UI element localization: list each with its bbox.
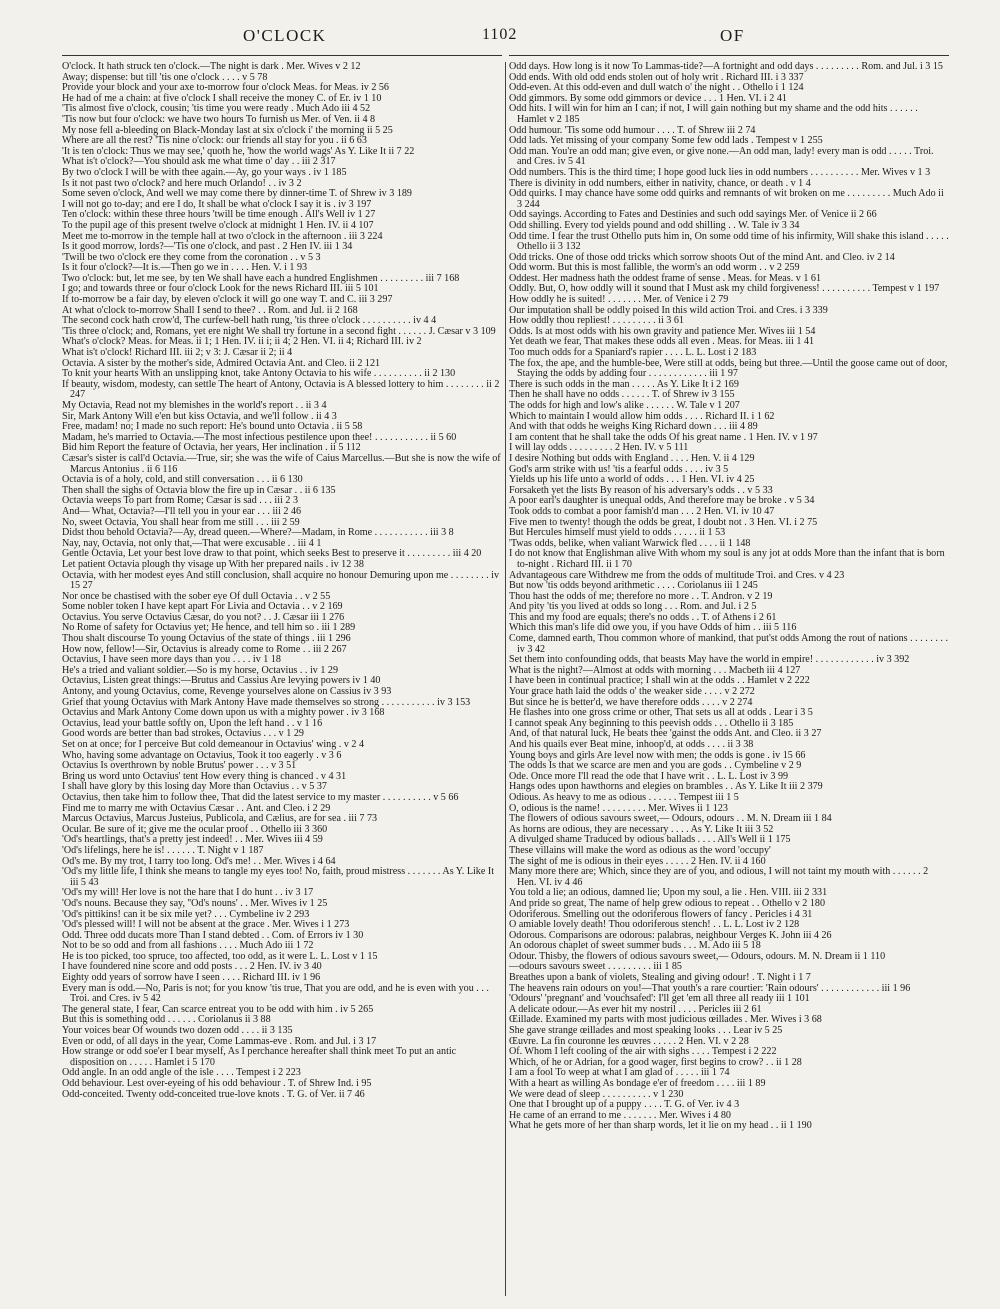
concordance-entry: Many more there are; Which, since they are of you, and odious, I will not taint my mouth with . . . . . . 2 Hen. VI. iv 4 46 — [509, 866, 929, 888]
concordance-entry: Octavius Is overthrown by noble Brutus' power . . . v 3 51 — [62, 760, 297, 772]
concordance-entry: Oddest. Her madness hath the oddest frame of sense . Meas. for Meas. v 1 61 — [509, 272, 821, 284]
concordance-entry: Too much odds for a Spaniard's rapier . . . . L. L. Lost i 2 183 — [509, 347, 757, 359]
concordance-entry: Sir, Mark Antony Will e'en but kiss Octavia, and we'll follow . ii 4 3 — [62, 410, 337, 422]
concordance-entry: Odd time. I fear the trust Othello puts him in, On some odd time of his infirmity, Will shake this island . . . . . Othello ii 3 132 — [509, 230, 949, 253]
concordance-entry: If beauty, wisdom, modesty, can settle The heart of Antony, Octavia is A blessed lottery to him . . . . . . . . ii 2 247 — [62, 378, 500, 401]
concordance-entry: I am content that he shall take the odds Of his great name . 1 Hen. IV. v 1 97 — [509, 431, 818, 443]
concordance-entry: Œillade. Examined my parts with most judicious œillades . Mer. Wives i 3 68 — [509, 1014, 822, 1026]
concordance-entry: I have foundered nine score and odd posts . . . 2 Hen. IV. iv 3 40 — [62, 961, 322, 973]
concordance-entry: She gave strange œillades and most speaking looks . . . Lear iv 5 25 — [509, 1025, 783, 1037]
concordance-entry: Odd days. How long is it now To Lammas-tide?—A fortnight and odd days . . . . . . . . . Rom. and Jul. i 3 15 — [509, 62, 943, 72]
concordance-entry: Young boys and girls Are level now with men; the odds is gone . iv 15 66 — [509, 749, 806, 761]
concordance-entry: Which to maintain I would allow him odds . . . . Richard II. i 1 62 — [509, 410, 775, 422]
concordance-entry: But now 'tis odds beyond arithmetic . . . . Coriolanus iii 1 245 — [509, 580, 758, 592]
header-rule-right — [509, 55, 949, 56]
concordance-entry: Provide your block and your axe to-morrow four o'clock Meas. for Meas. iv 2 56 — [62, 82, 389, 94]
concordance-entry: If to-morrow be a fair day, by eleven o'clock it will go one way T. and C. iii 3 297 — [62, 294, 393, 306]
concordance-entry: And his quails ever Beat mine, inhoop'd, at odds . . . . ii 3 38 — [509, 739, 754, 750]
concordance-entry: O'clock. It hath struck ten o'clock.—The night is dark . Mer. Wives v 2 12 — [62, 62, 361, 72]
concordance-entry: The heavens rain odours on you!—That youth's a rare courtier: 'Rain odours' . . . . . . . . . . . . iii 1 96 — [509, 982, 911, 994]
concordance-entry: At what o'clock to-morrow Shall I send to thee? . . Rom. and Jul. ii 2 168 — [62, 304, 358, 316]
concordance-entry: Let patient Octavia plough thy visage up With her prepared nails . iv 12 38 — [62, 558, 364, 570]
concordance-entry: Odour. Thisby, the flowers of odious savours sweet,— Odours, odours. M. N. Dream ii 1 110 — [509, 950, 886, 962]
concordance-entry: Find me to marry me with Octavius Cæsar . . Ant. and Cleo. i 2 29 — [62, 802, 331, 814]
concordance-entry: And, of that natural luck, He beats thee 'gainst the odds Ant. and Cleo. ii 3 27 — [509, 728, 822, 740]
concordance-entry: Madam, he's married to Octavia.—The most infectious pestilence upon thee! . . . . . . . . . . . ii 5 60 — [62, 431, 457, 443]
concordance-entry: The odds for high and low's alike . . . . . . W. Tale v 1 207 — [509, 400, 740, 411]
concordance-entry: Octavius, I have seen more days than you . . . . iv 1 18 — [62, 654, 281, 666]
concordance-entry: Odd shilling. Every tod yields pound and odd shilling . . W. Tale iv 3 34 — [509, 219, 800, 231]
concordance-entry: I will lay odds . . . . . . . . . 2 Hen. IV. v 5 111 — [509, 442, 689, 454]
concordance-entry: What is't o'clock! Richard III. iii 2; v 3: J. Cæsar ii 2; ii 4 — [62, 347, 293, 359]
concordance-entry: Odd behaviour. Lest over-eyeing of his odd behaviour . T. of Shrew Ind. i 95 — [62, 1078, 372, 1089]
concordance-entry: Away; dispense: but till 'tis one o'clock . . . . v 5 78 — [62, 71, 268, 83]
concordance-entry: The general state, I fear, Can scarce entreat you to be odd with him . iv 5 265 — [62, 1003, 374, 1015]
concordance-entry: Odd hits. I will win for him an I can; if not, I will gain nothing but my shame and the odd hits . . . . . . Hamlet v 2 185 — [509, 103, 918, 125]
concordance-entry: Octavius, Listen great things:—Brutus and Cassius Are levying powers iv 1 40 — [62, 675, 381, 687]
concordance-entry: 'Od's my little life, I think she means to tangle my eyes too! No, faith, proud mistress . . . . . . . As Y. Like It iii 5 43 — [62, 866, 495, 888]
concordance-entry: Some nobler token I have kept apart For Livia and Octavia . . v 2 169 — [62, 601, 343, 613]
header-left-catchword: O'CLOCK — [243, 26, 327, 45]
concordance-entry: To knit your hearts With an unslipping knot, take Antony Octavia to his wife . . . . . . . . . . ii 2 130 — [62, 368, 456, 380]
concordance-entry: How oddly thou repliest! . . . . . . . . . ii 3 61 — [509, 315, 684, 327]
concordance-entry: Every man is odd.—No, Paris is not; for you know 'tis true, That you are odd, and he is even with you . . . Troi. and Cres. iv 5 42 — [62, 982, 489, 1005]
concordance-entry: Odd ends. With old odd ends stolen out of holy writ . Richard III. i 3 337 — [509, 71, 804, 83]
concordance-entry: Forsaketh yet the lists By reason of his adversary's odds . . v 5 33 — [509, 484, 773, 496]
concordance-entry: He's a tried and valiant soldier.—So is my horse, Octavius . . iv 1 29 — [62, 664, 338, 676]
concordance-entry: Didst thou behold Octavia?—Ay, dread queen.—Where?—Madam, in Rome . . . . . . . . . . . iii 3 8 — [62, 527, 454, 539]
page-header — [0, 22, 1000, 52]
concordance-entry: O, odious is the name! . . . . . . . . . Mer. Wives ii 1 123 — [509, 802, 728, 814]
concordance-entry: Marcus Octavius, Marcus Justeius, Publicola, and Cælius, are for sea . iii 7 73 — [62, 813, 378, 825]
concordance-entry: A poor earl's daughter is unequal odds, And therefore may be broke . v 5 34 — [509, 495, 815, 507]
concordance-entry: Good words are better than bad strokes, Octavius . . . v 1 29 — [62, 728, 304, 740]
concordance-entry: No Rome of safety for Octavius yet; He hence, and tell him so . iii 1 289 — [62, 622, 356, 634]
concordance-entry: I will not go to-day; and ere I do, It shall be what o'clock I say it is . iv 3 197 — [62, 198, 372, 210]
concordance-entry: He came of an errand to me . . . . . . . Mer. Wives i 4 80 — [509, 1109, 731, 1121]
concordance-entry: Is it four o'clock?—It is.—Then go we in . . . . Hen. V. i 1 93 — [62, 262, 308, 274]
concordance-entry: The flowers of odious savours sweet,— Odours, odours . . M. N. Dream iii 1 84 — [509, 813, 832, 825]
concordance-entry: Free, madam! no; I made no such report: He's bound unto Octavia . ii 5 58 — [62, 421, 363, 433]
concordance-entry: And with that odds he weighs King Richard down . . . iii 4 89 — [509, 421, 758, 433]
concordance-entry: Œuvre. La fin couronne les œuvres . . . . . 2 Hen. VI. v 2 28 — [509, 1035, 749, 1047]
concordance-entry: You told a lie; an odious, damned lie; Upon my soul, a lie . Hen. VIII. iii 2 331 — [509, 887, 828, 899]
concordance-entry: Odd man. You're an odd man; give even, or give none.—An odd man, lady! every man is odd . . . . . Troi. and Cres. iv 5 41 — [509, 145, 934, 168]
concordance-entry: Odd angle. In an odd angle of the isle . . . . Tempest i 2 223 — [62, 1067, 301, 1079]
concordance-entry: Eighty odd years of sorrow have I seen . . . . Richard III. iv 1 96 — [62, 972, 321, 984]
concordance-entry: Octavia weeps To part from Rome; Cæsar is sad . . . iii 2 3 — [62, 495, 298, 507]
concordance-entry: 'Od's nouns. Because they say, ''Od's nouns' . . Mer. Wives iv 1 25 — [62, 897, 328, 909]
concordance-entry: Bring us word unto Octavius' tent How every thing is chanced . v 4 31 — [62, 770, 347, 782]
concordance-entry: Odd numbers. This is the third time; I hope good luck lies in odd numbers . . . . . . . . . . Mer. Wives v 1 3 — [509, 166, 931, 178]
concordance-entry: 'Od's heartlings, that's a pretty jest indeed! . . Mer. Wives iii 4 59 — [62, 834, 323, 846]
concordance-entry: Oddly. But, O, how oddly will it sound that I Must ask my child forgiveness! . . . . . . . . . . Tempest v 1 197 — [509, 283, 940, 295]
concordance-entry: Our imputation shall be oddly poised In this wild action Troi. and Cres. i 3 339 — [509, 304, 828, 316]
concordance-entry: A divulged shame Traduced by odious ballads . . . . All's Well ii 1 175 — [509, 834, 791, 846]
concordance-entry: My Octavia, Read not my blemishes in the world's report . . ii 3 4 — [62, 400, 327, 411]
concordance-entry: Odd-conceited. Twenty odd-conceited true-love knots . T. G. of Ver. ii 7 46 — [62, 1088, 365, 1100]
header-right-catchword: OF — [720, 26, 745, 45]
concordance-entry: Yet death we fear, That makes these odds all even . Meas. for Meas. iii 1 41 — [509, 336, 815, 348]
concordance-entry: 'Od's my will! Her love is not the hare that I do hunt . . iv 3 17 — [62, 887, 314, 899]
concordance-entry: Ten o'clock: within these three hours 'twill be time enough . All's Well iv 1 27 — [62, 209, 376, 221]
concordance-entry: With a heart as willing As bondage e'er of freedom . . . . iii 1 89 — [509, 1078, 766, 1089]
concordance-entry: 'Od's pittikins! can it be six mile yet? . . . Cymbeline iv 2 293 — [62, 908, 310, 920]
concordance-entry: He had of me a chain: at five o'clock I shall receive the money C. of Er. iv 1 10 — [62, 92, 382, 104]
concordance-entry: Meet me to-morrow in the temple hall at two o'clock in the afternoon . iii 3 224 — [62, 230, 383, 242]
concordance-entry: Octavius, lead your battle softly on, Upon the left hand . . v 1 16 — [62, 717, 323, 729]
concordance-entry: What is the night?—Almost at odds with morning . . . Macbeth iii 4 127 — [509, 664, 801, 676]
concordance-entry: Bid him Report the feature of Octavia, her years, Her inclination . ii 5 112 — [62, 442, 361, 454]
concordance-entry: Odd-even. At this odd-even and dull watch o' the night . . Othello i 1 124 — [509, 82, 804, 94]
concordance-entry: The sight of me is odious in their eyes . . . . . 2 Hen. IV. ii 4 160 — [509, 855, 766, 867]
concordance-entry: And pride so great, The name of help grew odious to repeat . . Othello v 2 180 — [509, 897, 826, 909]
concordance-entry: The fox, the ape, and the humble-bee, Were still at odds, being but three.—Until the goose came out of door, Staying the odds by adding four . . . . . . . . . . . . iii 1 97 — [509, 357, 948, 380]
concordance-entry: Od's me. By my trot, I tarry too long. Od's me! . . Mer. Wives i 4 64 — [62, 855, 336, 867]
concordance-entry: Thou shalt discourse To young Octavius of the state of things . iii 1 296 — [62, 633, 351, 645]
concordance-entry: He is too picked, too spruce, too affected, too odd, as it were L. L. Lost v 1 15 — [62, 950, 378, 962]
concordance-entry: God's arm strike with us! 'tis a fearful odds . . . . iv 3 5 — [509, 463, 729, 475]
concordance-entry: Is it good morrow, lords?—'Tis one o'clock, and past . 2 Hen IV. iii 1 34 — [62, 241, 353, 253]
concordance-entry: —odours savours sweet . . . . . . . . . iii 1 85 — [509, 961, 682, 973]
concordance-entry: Set them into confounding odds, that beasts May have the world in empire! . . . . . . . . . . . . iv 3 392 — [509, 654, 910, 666]
concordance-entry: Where are all the rest? 'Tis nine o'clock: our friends all stay for you . ii 6 63 — [62, 135, 367, 147]
concordance-entry: Your grace hath laid the odds o' the weaker side . . . . v 2 272 — [509, 686, 755, 698]
right-column — [509, 62, 949, 1302]
concordance-entry: Took odds to combat a poor famish'd man . . . 2 Hen. VI. iv 10 47 — [509, 505, 775, 517]
concordance-entry: My nose fell a-bleeding on Black-Monday last at six o'clock i' the morning ii 5 25 — [62, 124, 393, 136]
concordance-entry: Some seven o'clock, And well we may come there by dinner-time T. of Shrew iv 3 189 — [62, 188, 412, 200]
concordance-entry: Odoriferous. Smelling out the odoriferous flowers of fancy . Pericles i 4 31 — [509, 908, 813, 920]
concordance-entry: I cannot speak Any beginning to this peevish odds . . . Othello ii 3 185 — [509, 717, 794, 729]
concordance-entry: The odds Is that we scarce are men and you are gods . . Cymbeline v 2 9 — [509, 760, 802, 772]
concordance-entry: I go; and towards three or four o'clock Look for the news Richard III. iii 5 101 — [62, 283, 379, 295]
concordance-entry: Yields up his life unto a world of odds . . . 1 Hen. VI. iv 4 25 — [509, 474, 755, 486]
concordance-entry: This and my food are equals; there's no odds . . T. of Athens i 2 61 — [509, 611, 777, 623]
concordance-entry: I am a fool To weep at what I am glad of . . . . . iii 1 74 — [509, 1067, 730, 1079]
concordance-entry: 'Twas odds, belike, when valiant Warwick fled . . . . ii 1 148 — [509, 537, 751, 549]
concordance-entry: These villains will make the word as odious as the word 'occupy' — [509, 844, 771, 856]
concordance-entry: Hangs odes upon hawthorns and elegies on brambles . . As Y. Like It iii 2 379 — [509, 781, 823, 793]
concordance-entry: I have been in continual practice; I shall win at the odds . . Hamlet v 2 222 — [509, 675, 810, 687]
concordance-entry: Odious. As heavy to me as odious . . . . . . Tempest iii 1 5 — [509, 791, 739, 803]
concordance-entry: Set on at once; for I perceive But cold demeanour in Octavius' wing . v 2 4 — [62, 739, 365, 750]
concordance-entry: Is it not past two o'clock? and here much Orlando! . . iv 3 2 — [62, 177, 302, 189]
concordance-entry: But this is something odd . . . . . . Coriolanus ii 3 88 — [62, 1014, 271, 1026]
concordance-entry: Nay, nay, Octavia, not only that,—That were excusable . . iii 4 1 — [62, 537, 322, 549]
concordance-entry: Octavius. You serve Octavius Cæsar, do you not? . . J. Cæsar iii 1 276 — [62, 611, 345, 623]
page-number: 1102 — [482, 26, 518, 43]
concordance-entry: Odd humour. 'Tis some odd humour . . . . T. of Shrew iii 2 74 — [509, 124, 756, 136]
concordance-entry: 'Odours' 'pregnant' and 'vouchsafed': I'll get 'em all three all ready iii 1 101 — [509, 993, 810, 1005]
concordance-entry: 'Twill be two o'clock ere they come from the coronation . . v 5 3 — [62, 251, 321, 263]
concordance-entry: What's o'clock? Meas. for Meas. ii 1; 1 Hen. IV. ii i; ii 4; 2 Hen. VI. ii 4; Richard III. iv 2 — [62, 336, 422, 348]
concordance-entry: 'Tis now but four o'clock: we have two hours To furnish us Mer. of Ven. ii 4 8 — [62, 113, 376, 125]
header-rule-left — [62, 55, 502, 56]
concordance-entry: There is such odds in the man . . . . . As Y. Like It i 2 169 — [509, 378, 739, 390]
concordance-entry: Then shall the sighs of Octavia blow the fire up in Cæsar . . ii 6 135 — [62, 484, 336, 496]
concordance-entry: How strange or odd soe'er I bear myself, As I perchance hereafter shall think meet To put an antic disposition on . . . . . Hamlet i 5 170 — [62, 1046, 457, 1068]
concordance-entry: What is't o'clock?—You should ask me what time o' day . . iii 2 317 — [62, 156, 336, 168]
concordance-entry: A delicate odour.—As ever hit my nostril . . . . Pericles iii 2 61 — [509, 1003, 762, 1015]
column-divider — [505, 62, 506, 1296]
concordance-entry: As horns are odious, they are necessary . . . . As Y. Like It iii 3 52 — [509, 823, 774, 835]
concordance-entry: Which this man's life did owe you, if you have Odds of him . . iii 5 116 — [509, 622, 797, 634]
concordance-entry: I do not know that Englishman alive With whom my soul is any jot at odds More than the infant that is born to-night . Richard III. ii 1 70 — [509, 548, 945, 570]
concordance-entry: 'Tis three o'clock; and, Romans, yet ere night We shall try fortune in a second fight . . . . . . J. Cæsar v 3 109 — [62, 325, 496, 337]
concordance-entry: Odd sayings. According to Fates and Destinies and such odd sayings Mer. of Venice ii 2 66 — [509, 209, 877, 221]
concordance-entry: But since he is better'd, we have therefore odds . . . . v 2 274 — [509, 696, 753, 708]
concordance-entry: Gentle Octavia, Let your best love draw to that point, which seeks Best to preserve it . . . . . . . . . iii 4 20 — [62, 548, 482, 560]
concordance-entry: One that I brought up of a puppy . . . . T. G. of Ver. iv 4 3 — [509, 1099, 740, 1111]
left-column — [62, 62, 502, 1302]
concordance-entry: What he gets more of her than sharp words, let it lie on my head . . ii 1 190 — [509, 1120, 812, 1132]
concordance-entry: Come, damned earth, Thou common whore of mankind, that put'st odds Among the rout of nations . . . . . . . . iv 3 42 — [509, 633, 948, 655]
concordance-entry: Octavius, then take him to follow thee, That did the latest service to my master . . . . . . . . . . v 5 66 — [62, 791, 459, 803]
concordance-entry: The second cock hath crow'd, The curfew-bell hath rung, 'tis three o'clock . . . . . . . . . . iv 4 4 — [62, 315, 437, 327]
concordance-entry: An odorous chaplet of sweet summer buds . . . M. Ado iii 5 18 — [509, 940, 761, 952]
concordance-entry: 'Od's plessed will! I will not be absent at the grace . Mer. Wives i 1 273 — [62, 919, 350, 931]
concordance-entry: Even or odd, of all days in the year, Come Lammas-eve . Rom. and Jul. i 3 17 — [62, 1035, 377, 1047]
concordance-entry: Odd worm. But this is most fallible, the worm's an odd worm . . v 2 259 — [509, 262, 800, 274]
concordance-entry: We were dead of sleep . . . . . . . . . . v 1 230 — [509, 1088, 684, 1100]
concordance-entry: Odd. Three odd ducats more Than I stand debted . . Com. of Errors iv 1 30 — [62, 929, 364, 941]
concordance-entry: Octavia, with her modest eyes And still conclusion, shall acquire no honour Demuring upon me . . . . . . . . iv 15 27 — [62, 569, 500, 592]
concordance-entry: 'It is ten o'clock: Thus we may see,' quoth he, 'how the world wags' As Y. Like It ii 7 22 — [62, 145, 415, 157]
concordance-entry: Antony, and young Octavius, come, Revenge yourselves alone on Cassius iv 3 93 — [62, 686, 392, 698]
concordance-entry: But Hercules himself must yield to odds . . . . . ii 1 53 — [509, 527, 726, 539]
concordance-entry: Odorous. Comparisons are odorous: palabras, neighbour Verges K. John iii 4 26 — [509, 929, 832, 941]
concordance-entry: I desire Nothing but odds with England . . . . Hen. V. ii 4 129 — [509, 452, 755, 464]
concordance-entry: Not to be so odd and from all fashions . . . . Much Ado iii 1 72 — [62, 940, 314, 952]
concordance-entry: And— What, Octavia?—I'll tell you in your ear . . . iii 2 46 — [62, 505, 302, 517]
concordance-entry: Cæsar's sister is call'd Octavia.—True, sir; she was the wife of Caius Marcellus.—But she is now the wife of Marcus Antonius . ii 6 116 — [62, 452, 501, 475]
concordance-entry: Octavia. A sister by the mother's side, Admired Octavia Ant. and Cleo. ii 2 121 — [62, 357, 381, 369]
concordance-entry: Breathes upon a bank of violets, Stealing and giving odour! . T. Night i 1 7 — [509, 972, 811, 984]
concordance-entry: O amiable lovely death! Thou odoriferous stench! . . L. L. Lost iv 2 128 — [509, 919, 800, 931]
concordance-entry: And pity 'tis you lived at odds so long . . . Rom. and Jul. i 2 5 — [509, 601, 757, 613]
concordance-entry: Which, of he or Adrian, for a good wager, first begins to crow? . . ii 1 28 — [509, 1056, 802, 1068]
concordance-entry: Of. Whom I left cooling of the air with sighs . . . . Tempest i 2 222 — [509, 1046, 777, 1058]
concordance-entry: There is divinity in odd numbers, either in nativity, chance, or death . v 1 4 — [509, 177, 811, 189]
concordance-entry: Thou hast the odds of me; therefore no more . . T. Andron. v 2 19 — [509, 590, 773, 602]
concordance-entry: 'Tis almost five o'clock, cousin; 'tis time you were ready . Much Ado iii 4 52 — [62, 103, 371, 115]
concordance-entry: Odds. Is at most odds with his own gravity and patience Mer. Wives iii 1 54 — [509, 325, 816, 337]
concordance-entry: Then he shall have no odds . . . . . . T. of Shrew iv 3 155 — [509, 389, 735, 401]
concordance-entry: To the pupil age of this present twelve o'clock at midnight 1 Hen. IV. ii 4 107 — [62, 219, 374, 231]
concordance-entry: Five men to twenty! though the odds be great, I doubt not . 3 Hen. VI. i 2 75 — [509, 516, 818, 528]
concordance-entry: Your voices bear Of wounds two dozen odd . . . . ii 3 135 — [62, 1025, 293, 1037]
concordance-entry: How now, fellow!—Sir, Octavius is already come to Rome . . iii 2 267 — [62, 643, 347, 655]
concordance-entry: Grief that young Octavius with Mark Antony Have made themselves so strong . . . . . . . . . . . iv 3 153 — [62, 696, 471, 708]
concordance-entry: By two o'clock I will be with thee again.—Ay, go your ways . iv 1 185 — [62, 166, 347, 178]
concordance-entry: No, sweet Octavia, You shall hear from me still . . . iii 2 59 — [62, 516, 300, 528]
concordance-entry: Odd tricks. One of those odd tricks which sorrow shoots Out of the mind Ant. and Cleo. iv 2 14 — [509, 251, 895, 263]
concordance-entry: He flashes into one gross crime or other, That sets us all at odds . Lear i 3 5 — [509, 707, 813, 719]
concordance-entry: Nor once be chastised with the sober eye Of dull Octavia . . v 2 55 — [62, 590, 331, 602]
concordance-entry: I shall have glory by this losing day More than Octavius . . v 5 37 — [62, 781, 327, 793]
concordance-entry: Odd gimmors. By some odd gimmors or device . . . 1 Hen. VI. i 2 41 — [509, 92, 787, 104]
concordance-entry: Ode. Once more I'll read the ode that I have writ . . L. L. Lost iv 3 99 — [509, 770, 789, 782]
concordance-entry: Octavia is of a holy, cold, and still conversation . . . ii 6 130 — [62, 474, 303, 486]
concordance-entry: Two o'clock: but, let me see, by ten We shall have each a hundred Englishmen . . . . . . . . . iii 7 168 — [62, 272, 460, 284]
concordance-entry: Odd lads. Yet missing of your company Some few odd lads . Tempest v 1 255 — [509, 135, 823, 147]
concordance-entry: 'Od's lifelings, here he is! . . . . . . T. Night v 1 187 — [62, 844, 264, 856]
concordance-entry: Ocular. Be sure of it; give me the ocular proof . . Othello iii 3 360 — [62, 823, 328, 835]
concordance-entry: Odd quirks. I may chance have some odd quirks and remnants of wit broken on me . . . . . . . . . Much Ado ii 3 244 — [509, 188, 944, 210]
concordance-entry: Who, having some advantage on Octavius, Took it too eagerly . v 3 6 — [62, 749, 342, 761]
concordance-entry: Advantageous care Withdrew me from the odds of multitude Troi. and Cres. v 4 23 — [509, 569, 845, 581]
concordance-entry: How oddly he is suited! . . . . . . . Mer. of Venice i 2 79 — [509, 294, 729, 306]
concordance-entry: Octavius and Mark Antony Come down upon us with a mighty power . iv 3 168 — [62, 707, 385, 719]
